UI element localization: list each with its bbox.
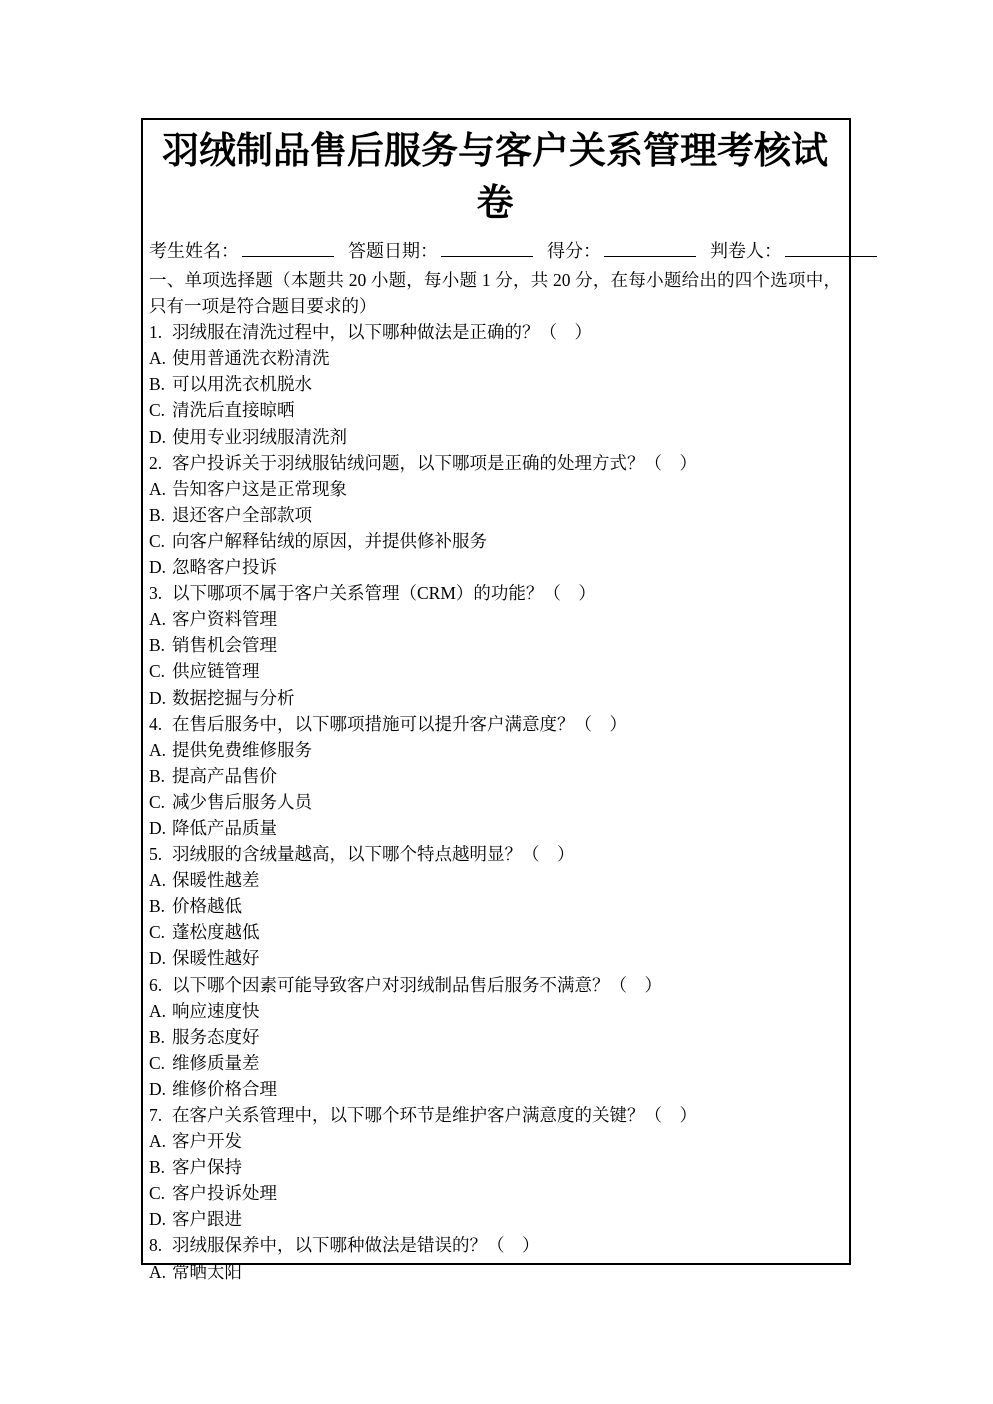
exam-title: 羽绒制品售后服务与客户关系管理考核试卷 bbox=[162, 131, 828, 224]
option-letter: C. bbox=[149, 922, 166, 943]
option-text: 向客户解释钻绒的原因，并提供修补服务 bbox=[172, 530, 487, 551]
option-row bbox=[149, 1076, 841, 1102]
option-letter: B. bbox=[149, 635, 166, 656]
option-letter: A. bbox=[149, 609, 167, 630]
option-letter: C. bbox=[149, 1183, 166, 1204]
option-row bbox=[149, 998, 841, 1024]
option-row bbox=[149, 345, 841, 371]
option-letter: C. bbox=[149, 791, 166, 812]
question-stem-text: 以下哪项不属于客户关系管理（CRM）的功能？（ ） bbox=[172, 583, 596, 604]
option-text: 可以用洗衣机脱水 bbox=[172, 374, 312, 395]
option-text: 告知客户这是正常现象 bbox=[172, 478, 347, 499]
option-text: 服务态度好 bbox=[172, 1026, 260, 1047]
question-stem bbox=[149, 1232, 841, 1258]
option-row bbox=[149, 502, 841, 528]
option-text: 价格越低 bbox=[172, 896, 242, 917]
option-row bbox=[149, 945, 841, 971]
candidate-name-blank bbox=[242, 240, 334, 257]
option-letter: A. bbox=[149, 1000, 167, 1021]
question-stem-text: 羽绒服在清洗过程中，以下哪种做法是正确的？（ ） bbox=[172, 322, 592, 343]
option-text: 销售机会管理 bbox=[172, 635, 277, 656]
option-text: 客户保持 bbox=[172, 1157, 242, 1178]
score-label: 得分： bbox=[547, 241, 601, 261]
option-letter: A. bbox=[149, 348, 167, 369]
question-stem bbox=[149, 1102, 841, 1128]
question-number: 1. bbox=[149, 322, 163, 343]
option-text: 客户资料管理 bbox=[172, 609, 277, 630]
option-row bbox=[149, 1024, 841, 1050]
question-stem bbox=[149, 319, 841, 345]
option-row bbox=[149, 554, 841, 580]
question-stem bbox=[149, 450, 841, 476]
option-letter: B. bbox=[149, 504, 166, 525]
option-row bbox=[149, 815, 841, 841]
question-number: 2. bbox=[149, 452, 163, 473]
question-stem-text: 羽绒服的含绒量越高，以下哪个特点越明显？（ ） bbox=[172, 844, 575, 865]
question-stem bbox=[149, 580, 841, 606]
answer-date-label: 答题日期： bbox=[348, 241, 438, 261]
candidate-name-label: 考生姓名： bbox=[149, 241, 239, 261]
option-row bbox=[149, 476, 841, 502]
option-letter: D. bbox=[149, 687, 167, 708]
option-text: 使用普通洗衣粉清洗 bbox=[172, 348, 330, 369]
answer-date-blank bbox=[441, 240, 533, 257]
option-row bbox=[149, 789, 841, 815]
option-text: 提供免费维修服务 bbox=[172, 739, 312, 760]
option-text: 蓬松度越低 bbox=[172, 922, 260, 943]
option-text: 使用专业羽绒服清洗剂 bbox=[172, 426, 347, 447]
option-row bbox=[149, 867, 841, 893]
option-text: 响应速度快 bbox=[172, 1000, 260, 1021]
option-row bbox=[149, 397, 841, 423]
question-stem-text: 在客户关系管理中，以下哪个环节是维护客户满意度的关键？（ ） bbox=[172, 1105, 697, 1125]
option-letter: D. bbox=[149, 1078, 167, 1099]
option-row bbox=[149, 606, 841, 632]
question-stem-text: 以下哪个因素可能导致客户对羽绒制品售后服务不满意？（ ） bbox=[172, 974, 662, 995]
option-text: 维修质量差 bbox=[172, 1052, 260, 1073]
option-row bbox=[149, 1050, 841, 1076]
option-row bbox=[149, 685, 841, 711]
option-row bbox=[149, 528, 841, 554]
option-row bbox=[149, 632, 841, 658]
option-letter: D. bbox=[149, 426, 167, 447]
option-text: 降低产品质量 bbox=[172, 817, 277, 838]
option-letter: D. bbox=[149, 557, 167, 578]
option-row bbox=[149, 424, 841, 450]
exam-sheet bbox=[141, 118, 851, 1282]
option-row bbox=[149, 737, 841, 763]
question-number: 6. bbox=[149, 974, 163, 995]
option-row bbox=[149, 763, 841, 789]
question-stem bbox=[149, 972, 841, 998]
question-number: 4. bbox=[149, 713, 163, 734]
question-stem-text: 客户投诉关于羽绒服钻绒问题，以下哪项是正确的处理方式？（ ） bbox=[172, 452, 697, 473]
option-text: 客户投诉处理 bbox=[172, 1183, 277, 1204]
option-text: 维修价格合理 bbox=[172, 1078, 277, 1099]
option-letter: B. bbox=[149, 374, 166, 395]
option-text: 保暖性越好 bbox=[172, 948, 260, 969]
question-stem-text: 在售后服务中，以下哪项措施可以提升客户满意度？（ ） bbox=[172, 713, 627, 734]
option-letter: C. bbox=[149, 400, 166, 421]
option-row bbox=[149, 371, 841, 397]
section-heading: 一、单项选择题（本题共 20 小题，每小题 1 分，共 20 分，在每小题给出的四个选项中，只有一项是符合题目要求的） bbox=[149, 270, 841, 317]
option-row bbox=[149, 893, 841, 919]
option-row bbox=[149, 1180, 841, 1206]
option-letter: B. bbox=[149, 1026, 166, 1047]
option-text: 退还客户全部款项 bbox=[172, 504, 312, 525]
grader-label: 判卷人： bbox=[710, 241, 782, 261]
option-letter: B. bbox=[149, 1157, 166, 1178]
exam-body bbox=[149, 267, 841, 1285]
option-text: 客户跟进 bbox=[172, 1209, 242, 1230]
question-number: 7. bbox=[149, 1105, 163, 1125]
option-text: 客户开发 bbox=[172, 1131, 242, 1152]
option-text: 供应链管理 bbox=[172, 661, 260, 682]
option-row bbox=[149, 1154, 841, 1180]
grader-blank bbox=[785, 240, 877, 257]
option-letter: C. bbox=[149, 1052, 166, 1073]
option-row bbox=[149, 1206, 841, 1232]
option-letter: B. bbox=[149, 896, 166, 917]
option-letter: D. bbox=[149, 948, 167, 969]
option-text: 清洗后直接晾晒 bbox=[172, 400, 295, 421]
exam-header-fields bbox=[149, 239, 841, 263]
question-stem bbox=[149, 841, 841, 867]
option-letter: C. bbox=[149, 530, 166, 551]
option-letter: D. bbox=[149, 817, 167, 838]
option-row bbox=[149, 1128, 841, 1154]
option-letter: B. bbox=[149, 765, 166, 786]
option-text: 数据挖掘与分析 bbox=[172, 687, 295, 708]
option-letter: A. bbox=[149, 870, 167, 891]
question-number: 3. bbox=[149, 583, 163, 604]
option-letter: A. bbox=[149, 739, 167, 760]
option-text: 提高产品售价 bbox=[172, 765, 277, 786]
option-letter: A. bbox=[149, 1131, 167, 1152]
score-blank bbox=[604, 240, 696, 257]
option-text: 忽略客户投诉 bbox=[172, 557, 277, 578]
option-text: 减少售后服务人员 bbox=[172, 791, 312, 812]
question-stem bbox=[149, 711, 841, 737]
option-text: 保暖性越差 bbox=[172, 870, 260, 891]
option-letter: A. bbox=[149, 478, 167, 499]
option-letter: D. bbox=[149, 1209, 167, 1230]
option-letter: C. bbox=[149, 661, 166, 682]
question-number: 8. bbox=[149, 1235, 163, 1256]
option-text: 常晒太阳 bbox=[172, 1261, 242, 1282]
option-row bbox=[149, 658, 841, 684]
option-row bbox=[149, 919, 841, 945]
option-letter: A. bbox=[149, 1261, 167, 1282]
question-number: 5. bbox=[149, 844, 163, 865]
question-stem-text: 羽绒服保养中，以下哪种做法是错误的？（ ） bbox=[172, 1235, 540, 1256]
option-row bbox=[149, 1259, 841, 1285]
